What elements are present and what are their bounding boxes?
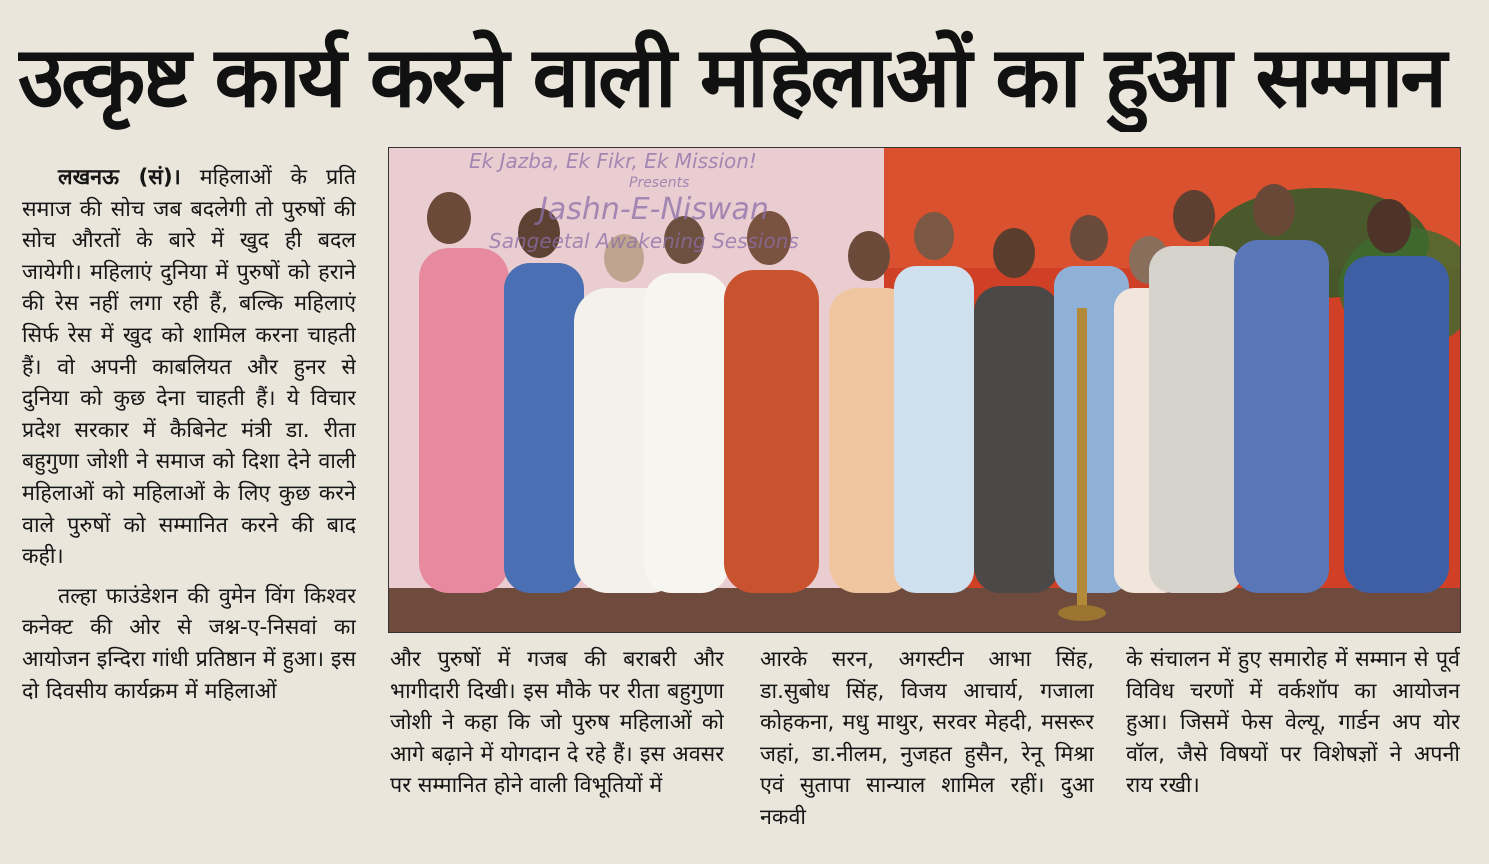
article-column-1 bbox=[22, 162, 356, 858]
banner-line: Jashn-E-Niswan bbox=[539, 192, 769, 227]
article-column-3 bbox=[760, 644, 1094, 860]
article-column-2 bbox=[390, 644, 724, 860]
paragraph-text: महिलाओं के प्रति समाज की सोच जब बदलेगी तो पुरुषों की सोच औरतों के बारे में खुद ही बदल जायेगी। महिलाएं दुनिया में पुरुषों को हराने की रेस नहीं लगा रही हैं, बल्कि महिलाएं सिर्फ रेस में खुद को शामिल करना चाहती हैं। वो अपनी काबलियत और हुनर से दुनिया को कुछ देना चाहती हैं। ये विचार प्रदेश सरकार में कैबिनेट मंत्री डा. रीता बहुगुणा जोशी ने समाज को दिशा देने वाली महिलाओं को महिलाओं के लिए कुछ करने वाले पुरुषों को सम्मानित करने की बाद कही। bbox=[22, 165, 356, 570]
article-paragraph bbox=[22, 162, 356, 573]
backdrop-banner bbox=[429, 148, 889, 278]
article-paragraph: आरके सरन, अगस्टीन आभा सिंह, डा.सुबोध सिंह, विजय आचार्य, गजाला कोहकना, मधु माथुर, सरवर मेहदी, मसरूर जहां, डा.नीलम, नुजहत हुसैन, रेनू मिश्रा एवं सुतापा सान्याल शामिल रहीं। दुआ नकवी bbox=[760, 647, 1094, 830]
banner-line: Ek Jazba, Ek Fikr, Ek Mission! bbox=[469, 149, 757, 173]
banner-line: Sangeetal Awakening Sessions bbox=[489, 229, 799, 253]
article-paragraph: और पुरुषों में गजब की बराबरी और भागीदारी दिखी। इस मौके पर रीता बहुगुणा जोशी ने कहा कि जो पुरुष महिलाओं को आगे बढ़ाने में योगदान दे रहे हैं। इस अवसर पर सम्मानित होने वाली विभूतियों में bbox=[390, 647, 724, 799]
headline: उत्कृष्ट कार्य करने वाली महिलाओं का हुआ सम्मान bbox=[18, 28, 1445, 126]
article-column-4 bbox=[1126, 644, 1460, 860]
article-paragraph: तल्हा फाउंडेशन की वुमेन विंग किश्वर कनेक्ट की ओर से जश्न-ए-निसवां का आयोजन इन्दिरा गांधी प्रतिष्ठान में हुआ। इस दो दिवसीय कार्यक्रम में महिलाओं bbox=[22, 583, 356, 704]
article-paragraph: के संचालन में हुए समारोह में सम्मान से पूर्व विविध चरणों में वर्कशॉप का आयोजन हुआ। जिसमें फेस वेल्यू, गार्डन अप योर वॉल, जैसे विषयों पर विशेषज्ञों ने अपनी राय रखी। bbox=[1126, 647, 1460, 799]
event-photo bbox=[388, 147, 1461, 633]
banner-line: Presents bbox=[629, 175, 690, 191]
dateline: लखनऊ (सं)। bbox=[58, 165, 181, 190]
